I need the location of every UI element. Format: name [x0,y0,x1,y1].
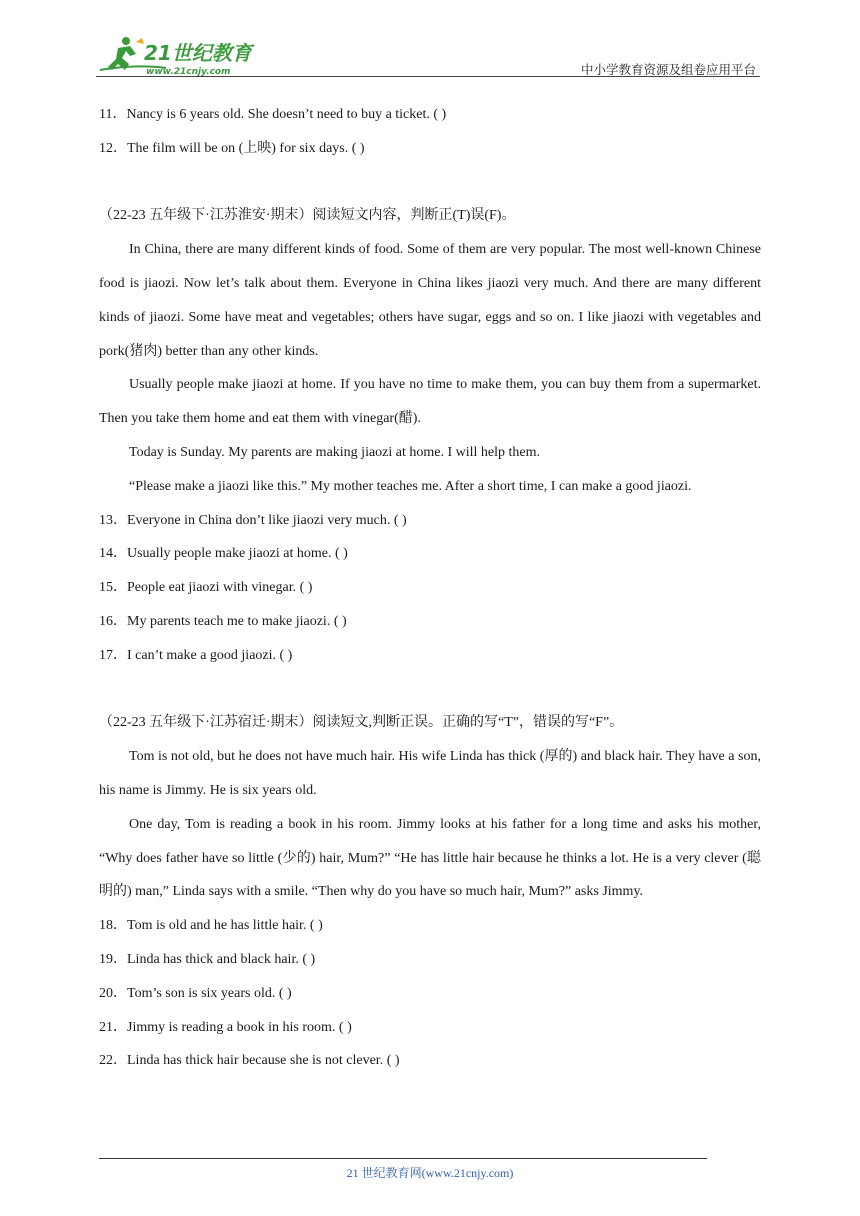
question-12: 12．The film will be on (上映) for six days. ( ) [99,140,365,156]
svg-text:www.21cnjy.com: www.21cnjy.com [146,67,231,77]
question-20: 20．Tom’s son is six years old. ( ) [99,985,292,1001]
question-18: 18．Tom is old and he has little hair. ( ) [99,918,323,934]
section1-paragraph-1: In China, there are many different kinds of food. Some of them are very popular. The most well-known Chinese food is jiaozi. Now let’s talk about them. Everyone in China likes jiaozi very much. And there are many different kinds of jiaozi. Some have meat and vegetables; others have sugar, eggs and so on. I like jiaozi with vegetables and pork(猪肉) better than any other kinds. [99,242,761,359]
question-17: 17．I can’t make a good jiaozi. ( ) [99,647,293,663]
header-divider [96,76,760,77]
document-body [99,98,761,1078]
logo-21cnjy [96,34,266,78]
question-22: 22．Linda has thick hair because she is not clever. ( ) [99,1053,400,1069]
spacer [99,166,761,200]
section2-paragraph-1: Tom is not old, but he does not have much hair. His wife Linda has thick (厚的) and black hair. They have a son, his name is Jimmy. He is six years old. [99,749,761,798]
question-13: 13．Everyone in China don’t like jiaozi very much. ( ) [99,512,407,528]
footer-divider [99,1158,707,1159]
page-header [96,34,760,80]
question-21: 21．Jimmy is reading a book in his room. ( ) [99,1019,352,1035]
question-14: 14．Usually people make jiaozi at home. ( ) [99,546,348,562]
spacer [99,673,761,707]
svg-text:21世纪教育: 21世纪教育 [144,41,252,65]
footer-link[interactable]: 21 世纪教育网(www.21cnjy.com) [346,1166,514,1180]
question-19: 19．Linda has thick and black hair. ( ) [99,951,316,967]
header-platform-text: 中小学教育资源及组卷应用平台 [580,62,756,77]
section2-paragraph-2: One day, Tom is reading a book in his room. Jimmy looks at his father for a long time and asks his mother, “Why does father have so little (少的) hair, Mum?” “He has little hair because he thinks a lot. He is a very clever (聪明的) man,” Linda says with a smile. “Then why do you have so much hair, Mum?” asks Jimmy. [99,816,761,900]
section1-intro: （22-23 五年级下·江苏淮安·期末）阅读短文内容，判断正(T)误(F)。 [99,208,516,224]
question-16: 16．My parents teach me to make jiaozi. ( ) [99,613,347,629]
section1-paragraph-2: Usually people make jiaozi at home. If you have no time to make them, you can buy them from a supermarket. Then you take them home and eat them with vinegar(醋). [99,377,761,427]
section2-intro: （22-23 五年级下·江苏宿迁·期末）阅读短文,判断正误。正确的写“T”，错误的写“F”。 [99,715,624,731]
question-15: 15．People eat jiaozi with vinegar. ( ) [99,580,313,596]
question-11: 11．Nancy is 6 years old. She doesn’t need to buy a ticket. ( ) [99,107,447,122]
section1-paragraph-4: “Please make a jiaozi like this.” My mother teaches me. After a short time, I can make a good jiaozi. [129,478,692,494]
section1-paragraph-3: Today is Sunday. My parents are making jiaozi at home. I will help them. [129,444,541,460]
